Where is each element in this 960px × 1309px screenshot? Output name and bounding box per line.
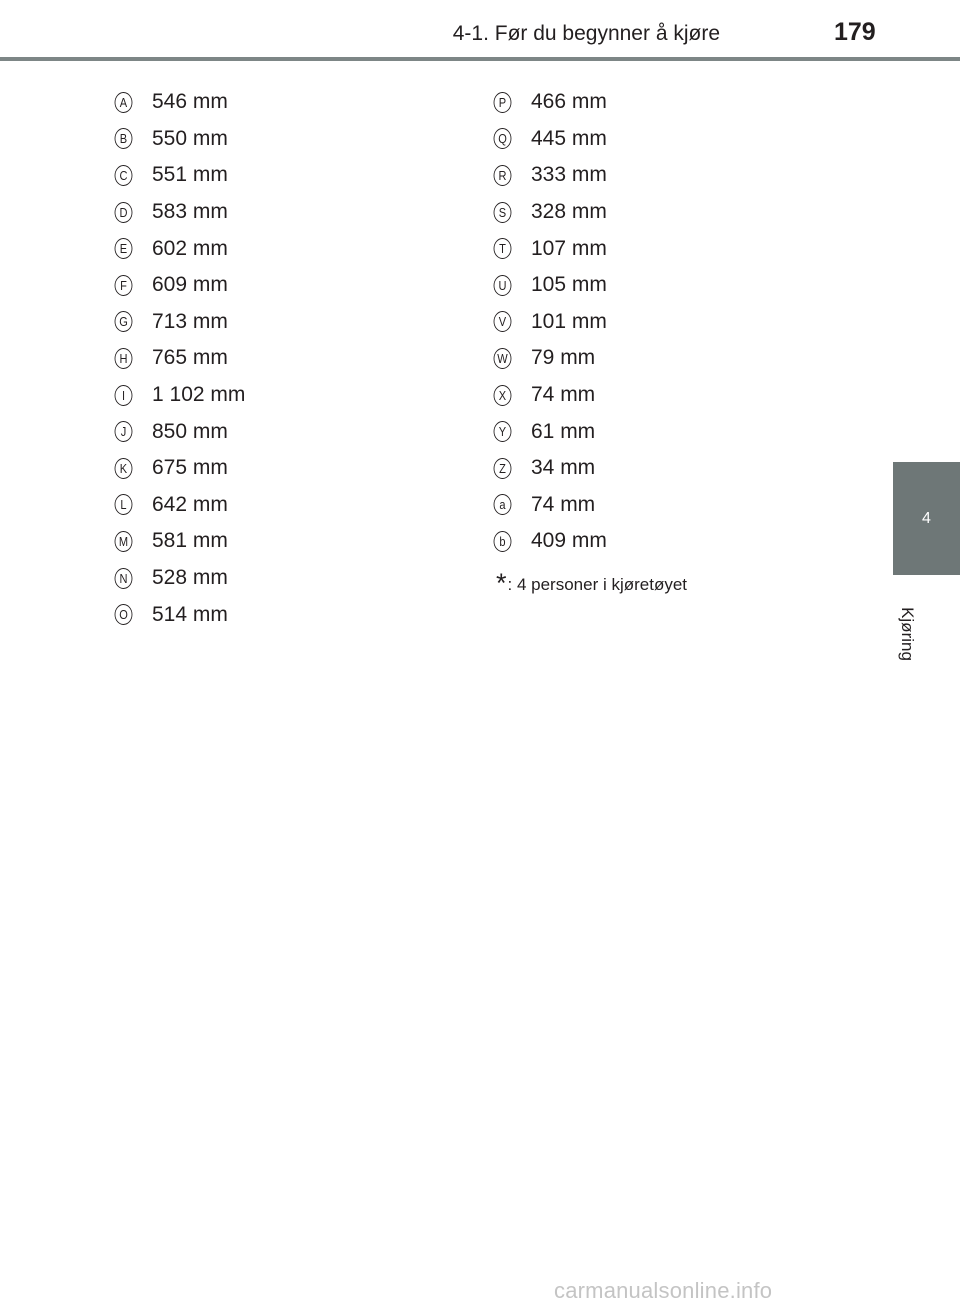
measurement-value: 675 mm <box>152 456 228 480</box>
measurement-value: 551 mm <box>152 163 228 187</box>
item-label-badge: R <box>494 165 512 186</box>
measurement-item <box>492 230 687 267</box>
measurement-item <box>492 340 687 377</box>
measurement-item <box>113 304 245 341</box>
measurement-value: 609 mm <box>152 273 228 297</box>
item-label-badge: P <box>494 92 512 113</box>
measurement-value: 445 mm <box>531 126 607 150</box>
measurement-value: 333 mm <box>531 163 607 187</box>
left-measurement-list <box>113 84 245 633</box>
item-label-badge: O <box>115 604 133 625</box>
item-label-badge: K <box>115 458 133 479</box>
measurement-value: 581 mm <box>152 529 228 553</box>
item-label-badge: X <box>494 385 512 406</box>
measurement-item <box>113 596 245 633</box>
item-label-badge: J <box>115 421 133 442</box>
measurement-value: 79 mm <box>531 346 596 370</box>
measurement-value: 328 mm <box>531 200 607 224</box>
measurement-item <box>113 157 245 194</box>
right-measurement-list <box>492 84 688 598</box>
measurement-item <box>113 121 245 158</box>
measurement-item <box>492 377 687 414</box>
measurement-value: 583 mm <box>152 200 228 224</box>
measurement-value: 550 mm <box>152 126 228 150</box>
measurement-value: 101 mm <box>531 309 607 333</box>
measurement-item <box>492 121 687 158</box>
item-label-badge: Z <box>494 458 512 479</box>
item-label-badge: b <box>494 531 512 552</box>
measurement-item <box>492 487 687 524</box>
measurement-value: 642 mm <box>152 492 228 516</box>
measurement-item <box>113 267 245 304</box>
item-label-badge: T <box>494 238 512 259</box>
item-label-badge: W <box>494 348 512 369</box>
watermark: carmanualsonline.info <box>554 1278 773 1303</box>
measurement-item <box>113 377 245 414</box>
item-label-badge: E <box>115 238 133 259</box>
measurement-value: 105 mm <box>531 273 607 297</box>
measurement-item <box>492 194 687 231</box>
measurement-value: 1 102 mm <box>152 383 246 407</box>
section-title: 4-1. Før du begynner å kjøre <box>452 22 720 45</box>
measurement-value: 713 mm <box>152 309 228 333</box>
page-number: 179 <box>834 18 876 46</box>
item-label-badge: U <box>494 275 512 296</box>
measurement-value: 765 mm <box>152 346 228 370</box>
measurement-item <box>492 413 687 450</box>
footnote <box>492 567 688 598</box>
measurement-value: 602 mm <box>152 236 228 260</box>
chapter-title: Kjøring <box>898 607 917 661</box>
item-label-badge: B <box>115 128 133 149</box>
measurement-item <box>492 84 687 121</box>
item-label-badge: L <box>115 494 133 515</box>
item-label-badge: M <box>115 531 133 552</box>
measurement-value: 528 mm <box>152 566 228 590</box>
item-label-badge: Q <box>494 128 512 149</box>
measurement-item <box>492 304 687 341</box>
measurement-value: 409 mm <box>531 529 607 553</box>
right-measurement-items <box>492 84 687 560</box>
measurement-value: 107 mm <box>531 236 607 260</box>
item-label-badge: I <box>115 385 133 406</box>
item-label-badge: D <box>115 202 133 223</box>
item-label-badge: a <box>494 494 512 515</box>
item-label-badge: A <box>115 92 133 113</box>
chapter-tab <box>893 462 960 575</box>
item-label-badge: G <box>115 311 133 332</box>
measurement-item <box>492 523 687 560</box>
measurement-item <box>492 450 687 487</box>
header-divider <box>0 57 960 61</box>
measurement-item <box>492 267 687 304</box>
item-label-badge: V <box>494 311 512 332</box>
measurement-item <box>113 560 245 597</box>
measurement-item <box>113 84 245 121</box>
measurement-value: 514 mm <box>152 602 228 626</box>
item-label-badge: H <box>115 348 133 369</box>
measurement-item <box>113 413 245 450</box>
measurement-value: 466 mm <box>531 90 607 114</box>
footnote-marker: * <box>496 567 507 598</box>
measurement-item <box>492 157 687 194</box>
measurement-value: 850 mm <box>152 419 228 443</box>
measurement-item <box>113 194 245 231</box>
measurement-item <box>113 340 245 377</box>
measurement-value: 34 mm <box>531 456 596 480</box>
footnote-text: : 4 personer i kjøretøyet <box>507 574 688 594</box>
measurement-item <box>113 523 245 560</box>
measurement-value: 74 mm <box>531 492 596 516</box>
measurement-value: 74 mm <box>531 383 596 407</box>
item-label-badge: Y <box>494 421 512 442</box>
chapter-number: 4 <box>922 509 931 527</box>
measurement-value: 61 mm <box>531 419 596 443</box>
measurement-value: 546 mm <box>152 90 228 114</box>
item-label-badge: F <box>115 275 133 296</box>
item-label-badge: N <box>115 568 133 589</box>
measurement-item <box>113 450 245 487</box>
item-label-badge: S <box>494 202 512 223</box>
item-label-badge: C <box>115 165 133 186</box>
measurement-item <box>113 230 245 267</box>
measurement-item <box>113 487 245 524</box>
